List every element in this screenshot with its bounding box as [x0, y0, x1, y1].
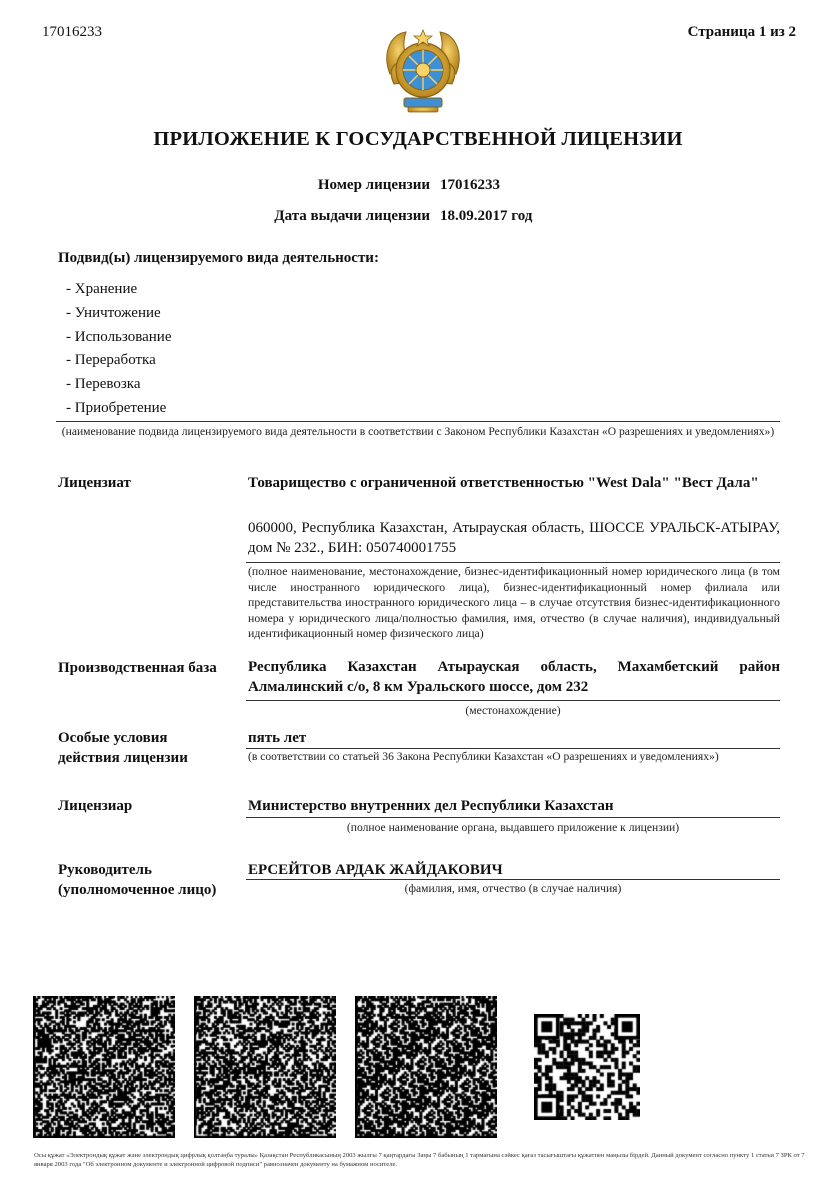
licensor-value: Министерство внутренних дел Республики Казахстан — [248, 798, 614, 814]
subtypes-caption: (наименование подвида лицензируемого вида деятельности в соответствии с Законом Республики Казахстан «О разрешениях и уведомлениях») — [61, 425, 775, 438]
subtype-item: - Хранение — [66, 281, 138, 297]
kazakhstan-state-emblem-icon — [380, 24, 466, 116]
divider — [246, 700, 780, 701]
license-date-value: 18.09.2017 год — [440, 208, 533, 224]
subtype-item: - Приобретение — [66, 400, 167, 416]
license-date-label: Дата выдачи лицензии — [274, 208, 430, 224]
page-title: ПРИЛОЖЕНИЕ К ГОСУДАРСТВЕННОЙ ЛИЦЕНЗИИ — [153, 128, 683, 150]
subtype-item: - Использование — [66, 329, 172, 345]
special-conditions-caption: (в соответствии со статьей 36 Закона Республики Казахстан «О разрешениях и уведомлениях») — [248, 750, 719, 763]
footer-note: Осы құжат «Электрондық құжат және электрондық цифрлық қолтаңба туралы» Қазақстан Республикасының 2003 жылғы 7 қаңтардағы Заңы 7 бабының 1 тармағына сәйкес қағаз тасығыштағы құжатпен маңызы бірдей. Данный документ согласно пункту 1 статьи 7 ЗРК от 7 января 2003 года "Об электронном документе и электронной цифровой подписи" равнозначен документу на бумажном носителе. — [34, 1152, 805, 1168]
licensor-label: Лицензиар — [58, 798, 133, 814]
production-base-value: Республика Казахстан Атырауская область, Махамбетский район Алмалинский с/о, 8 км Уральского шоссе, дом 232 — [248, 659, 780, 695]
subtype-item: - Уничтожение — [66, 305, 161, 321]
head-caption: (фамилия, имя, отчество (в случае наличия) — [404, 882, 622, 895]
licensee-address: 060000, Республика Казахстан, Атырауская область, ШОССЕ УРАЛЬСК-АТЫРАУ, дом № 232., БИН: 050740001755 — [248, 520, 780, 556]
qr-code-icon — [534, 1014, 640, 1120]
datamatrix-barcode-icon — [194, 996, 336, 1138]
production-base-label: Производственная база — [58, 660, 217, 676]
license-number-value: 17016233 — [440, 177, 500, 193]
head-value: ЕРСЕЙТОВ АРДАК ЖАЙДАКОВИЧ — [248, 862, 503, 878]
divider — [246, 562, 780, 563]
special-conditions-value: пять лет — [248, 730, 307, 746]
datamatrix-barcode-icon — [33, 996, 175, 1138]
license-number-label: Номер лицензии — [317, 177, 430, 193]
datamatrix-barcode-icon — [355, 996, 497, 1138]
licensee-caption: (полное наименование, местонахождение, бизнес-идентификационный номер юридического лица (в том числе иностранного юридического лица), бизнес-идентификационный номер филиала или представительства иностранного юридического лица – в случае отсутствия бизнес-идентификационного номера у юридического лица/полностью фамилия, имя, отчество (в случае наличия), индивидуальный идентификационный номер физического лица) — [248, 564, 780, 640]
head-label: Руководитель (уполномоченное лицо) — [58, 862, 217, 898]
page-counter: Страница 1 из 2 — [687, 24, 796, 40]
divider — [246, 879, 780, 880]
licensee-name: Товарищество с ограниченной ответственностью "West Dala" "Вест Дала" — [248, 475, 759, 491]
licensor-caption: (полное наименование органа, выдавшего приложение к лицензии) — [346, 821, 680, 834]
license-date-row — [0, 208, 836, 228]
special-conditions-label: Особые условия действия лицензии — [58, 730, 188, 766]
license-number-row — [0, 177, 836, 197]
subtype-item: - Перевозка — [66, 376, 141, 392]
divider — [56, 421, 780, 422]
subtypes-heading: Подвид(ы) лицензируемого вида деятельности: — [58, 250, 379, 266]
divider — [246, 817, 780, 818]
production-base-caption: (местонахождение) — [465, 704, 561, 717]
document-number: 17016233 — [42, 24, 102, 40]
subtype-item: - Переработка — [66, 352, 156, 368]
licensee-label: Лицензиат — [58, 475, 131, 491]
